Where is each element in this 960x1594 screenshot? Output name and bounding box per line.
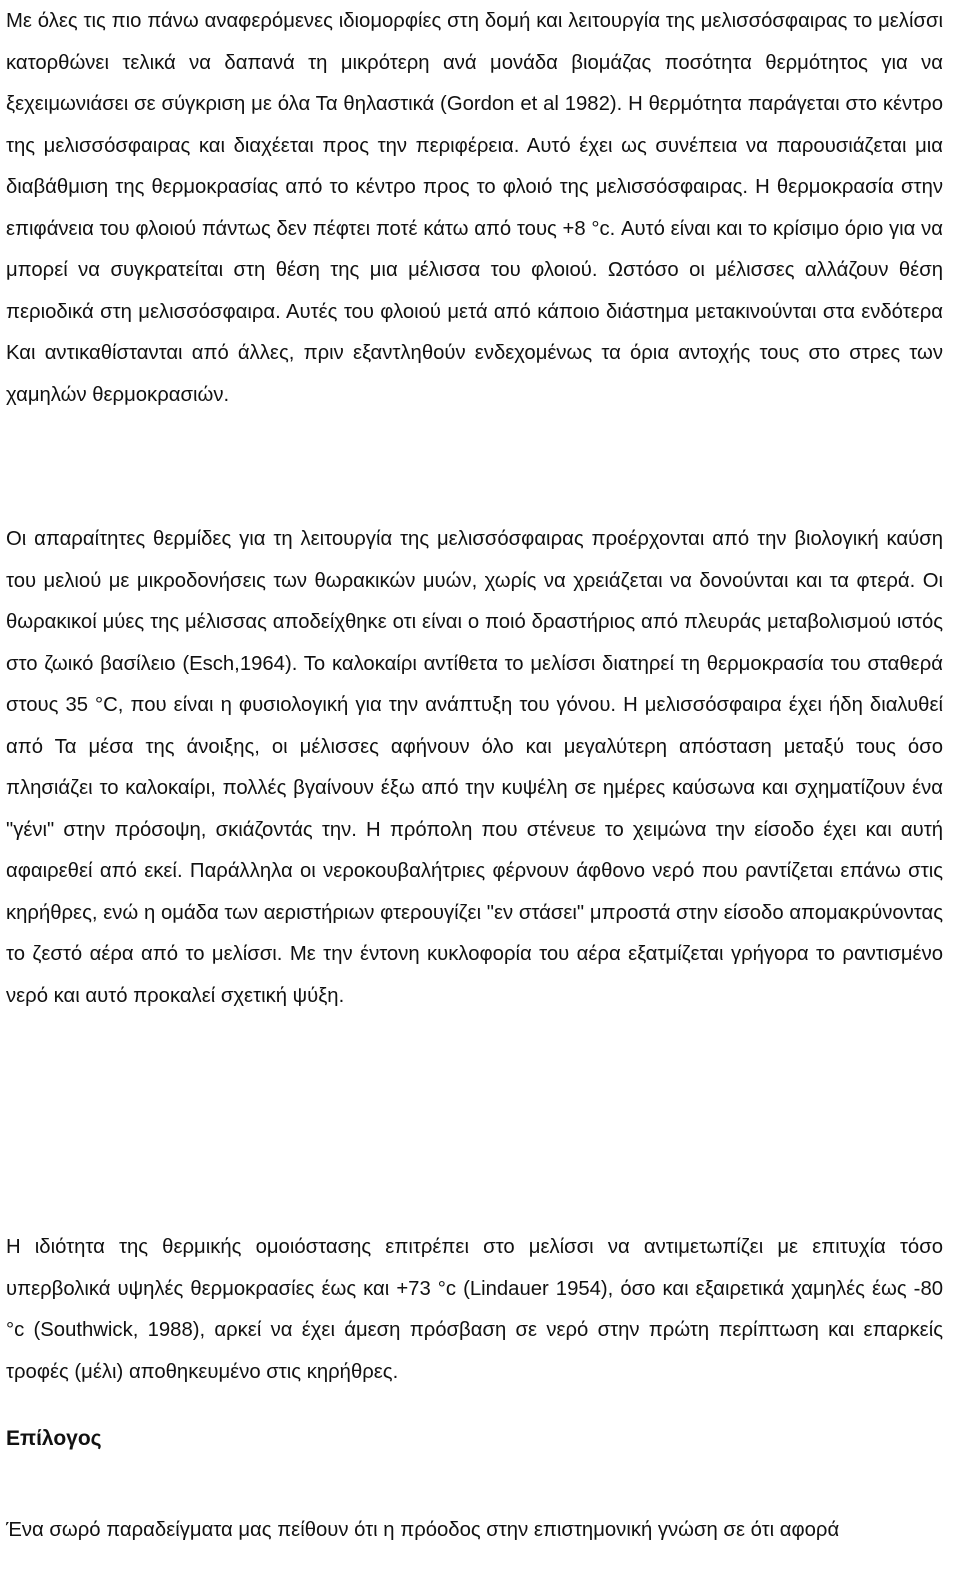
paragraph-homeostasis: Η ιδιότητα της θερμικής ομοιόστασης επιτρέπει στο μελίσσι να αντιμετωπίζει με επιτυχία τόσο υπερβολικά υψηλές θερμοκρασίες έως και +73 °c (Lindauer 1954), όσο και εξαιρετικά χαμηλές έως -80 °c (Southwick, 1988), αρκεί να έχει άμεση πρόσβαση σε νερό στην πρώτη περίπτωση και επαρκείς τροφές (μέλι) αποθηκευμένο στις κηρήθρες. [6, 1236, 943, 1383]
paragraph-calories-summer: Οι απαραίτητες θερμίδες για τη λειτουργία της μελισσόσφαιρας προέρχονται από την βιολογική καύση του μελιού με μικροδονήσεις των θωρακικών μυών, χωρίς να χρειάζεται να δονούνται και τα φτερά. Οι θωρακικοί μύες της μέλισσας αποδείχθηκε οτι είναι ο ποιό δραστήριος από πλευράς μεταβολισμού ιστός στο ζωικό βασίλειο (Esch,1964). Το καλοκαίρι αντίθετα το μελίσσι διατηρεί τη θερμοκρασία του σταθερά στους 35 °C, που είναι η φυσιολογική για την ανάπτυξη του γόνου. Η μελισσόσφαιρα έχει ήδη διαλυθεί από Τα μέσα της άνοιξης, οι μέλισσες αφήνουν όλο και μεγαλύτερη απόσταση μεταξύ τους όσο πλησιάζει το καλοκαίρι, πολλές βγαίνουν έξω από την κυψέλη σε ημέρες καύσωνα και σχηματίζουν ένα "γένι" στην πρόσοψη, σκιάζοντάς την. Η πρόπολη που στένευε το χειμώνα την είσοδο έχει και αυτή αφαιρεθεί από εκεί. Παράλληλα οι νεροκουβαλήτριες φέρνουν άφθονο νερό που ραντίζεται επάνω στις κηρήθρες, ενώ η ομάδα των αεριστήριων φτερουγίζει "εν στάσει" μπροστά στην είσοδο απομακρύνοντας το ζεστό αέρα από το μελίσσι. Με την έντονη κυκλοφορία του αέρα εξατμίζεται γρήγορα το ραντισμένο νερό και αυτό προκαλεί σχετική ψύξη. [6, 528, 943, 1007]
section-heading-epilogue: Επίλογος [6, 1427, 102, 1450]
paragraph-winter-cluster: Με όλες τις πιο πάνω αναφερόμενες ιδιομορφίες στη δομή και λειτουργία της μελισσόσφαιρας το μελίσσι κατορθώνει τελικά να δαπανά τη μικρότερη ανά μονάδα βιομάζας ποσότητα θερμότητος για να ξεχειμωνιάσει σε σύγκριση με όλα Τα θηλαστικά (Gordon et al 1982). Η θερμότητα παράγεται στο κέντρο της μελισσόσφαιρας και διαχέεται προς την περιφέρεια. Αυτό έχει ως συνέπεια να παρουσιάζεται μια διαβάθμιση της θερμοκρασίας από το κέντρο προς το φλοιό της μελισσόσφαιρας. Η θερμοκρασία στην επιφάνεια του φλοιού πάντως δεν πέφτει ποτέ κάτω από τους +8 °c. Αυτό είναι και το κρίσιμο όριο για να μπορεί να συγκρατείται στη θέση της μια μέλισσα του φλοιού. Ωστόσο οι μέλισσες αλλάζουν θέση περιοδικά στη μελισσόσφαιρα. Αυτές του φλοιού μετά από κάποιο διάστημα μετακινούνται στα ενδότερα Και αντικαθίστανται από άλλες, πριν εξαντληθούν ενδεχομένως τα όρια αντοχής τους στο στρες των χαμηλών θερμοκρασιών. [6, 10, 943, 406]
paragraph-epilogue-start: Ένα σωρό παραδείγματα μας πείθουν ότι η πρόοδος στην επιστημονική γνώση σε ότι αφορά [6, 1519, 840, 1541]
